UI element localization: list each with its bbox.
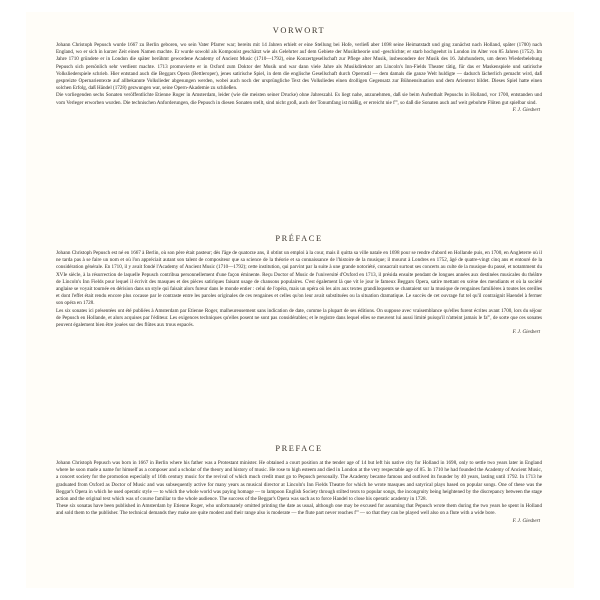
section-title-preface-fr: PRÉFACE xyxy=(275,234,323,243)
section-english xyxy=(56,444,542,525)
section-title-preface-en: PREFACE xyxy=(275,444,323,453)
section-title-vorwort: VORWORT xyxy=(272,26,326,35)
paragraph: Les six sonates ici présentées ont été publiées à Amsterdam par Etienne Roger, malheureusement sans indication de date, comme la plupart de ses éditions. On suppose avec vraisemblance qu'elles furent écrites avant 1700, lors du séjour de Pepusch en Hollande, et alors acquises par l'éditeur. Les exigences techniques qu'elles posent ne sont pas considérables; et le registre dans lequel elles se meuvent lui aussi limité puisqu'il n'atteint jamais le fa''', de sorte que ces sonates peuvent également bien être jouées sur des flûtes aux trous espacés. xyxy=(56,307,542,329)
document-page xyxy=(26,12,574,588)
section-french xyxy=(56,234,542,336)
signature: F. J. Giesbert xyxy=(512,106,540,113)
paragraph: Johann Christoph Pepusch was born in 1667 in Berlin where his father was a Protestant minister. He obtained a court position at the tender age of 14 but left his native city for Holland in 1698, only to settle two years later in England where he soon made a name for himself as a composer and a scholar of the theory and history of music. He rose to high esteem and died in London at the very respectable age of 85. In 1710 he had founded the Academy of Ancient Music, a concert society for the promotion especially of 16th century music for the revival of which much credit must go to Pepusch personally. The Academy became famous and outlived its founder by 40 years, lasting until 1792. In 1713 he graduated from Oxford as Doctor of Music and was subsequently active for many years as musical director at Lincoln's Inn Fields Theatre for which he wrote masques and satyrical plays based on popular songs. One of these was the Beggar's Opera in which he used operatic style — to which the whole world was paying homage — to lampoon English Society through stilted texts to popular songs, the incongruity being heightened by the discrepancy between the stage action and the original text which was of course familiar to the whole audience. The success of the Beggar's Opera was such as to force Handel to close his operatic academy in 1728. xyxy=(56,460,542,503)
paragraph: Johann Christoph Pepusch wurde 1667 zu Berlin geboren, wo sein Vater Pfarrer war; bereits mit 14 Jahren erhielt er eine Stellung bei Hofe, verließ aber 1698 seine Heimatstadt und ging zunächst nach Holland, später (1700) nach England, wo er sich in kurzer Zeit einen Namen machte. Er wurde sowohl als Komponist geschätzt wie als Gelehrter auf dem Gebiete der Musiktheorie und -geschichte; er starb hochgeehrt in London im Alter von 85 Jahren (1752). Im Jahre 1710 gründete er in London die später berühmt gewordene Academy of Ancient Music (1710—1792), eine Konzertgesellschaft zur Pflege alter Musik, insbesondere der Musik des 16. Jahrhunderts, um deren Wiederbelebung Pepusch sich persönlich sehr verdient machte. 1713 promovierte er in Oxford zum Doktor der Musik und war dann viele Jahre als Musikdirektor am Lincoln's Inn-Fields Theater tätig, für das er Maskenspiele und satirische Volksliederspiele schrieb. Hier entstand auch die Beggars Opera (Bettleroper), jenes satirische Spiel, in dem die englische Gesellschaft durch Opernstil — dem damals die ganze Welt huldigte — dadurch lächerlich gemacht wird, daß gespreizte Opernarientexte auf allbekannte Volkslieder abgesungen werden, wobei auch noch der ursprüngliche Text des Volksliedes einen drolligen Gegensatz zur Bühnensituation und dem Arientext bildet. Dieses Spiel hatte einen solchen Erfolg, daß Händel (1728) gezwungen war, seine Opern-Akademie zu schließen. xyxy=(56,42,542,92)
section-german xyxy=(56,26,542,114)
section-body xyxy=(56,460,542,518)
signature: F. J. Giesbert xyxy=(512,517,540,524)
signature: F. J. Giesbert xyxy=(512,329,540,336)
paragraph: These six sonatas have been published in Amsterdam by Etienne Roger, who unfortunately omitted printing the date as usual, although one may be excused for assuming that Pepusch wrote them during the two years he spent in Holland and sold them to the publisher. The technical demands they make are quite modest and their range also is moderate — the flute part never reaches f''' — so that they can be played well also on a flute with a wide bore. xyxy=(56,503,542,517)
paragraph: Die vorliegenden sechs Sonaten veröffentlichte Etienne Roger in Amsterdam, leider (wie die meisten seiner Drucke) ohne Jahreszahl. Es liegt nahe, anzunehmen, daß sie beim Aufenthalt Pepuschs in Holland, vor 1700, entstanden und vom Verleger erworben wurden. Die technischen Anforderungen, die Pepusch in diesen Sonaten stellt, sind nicht groß, auch der Tonumfang ist mäßig, er erreicht nie f''', so daß die Sonaten auch auf weit gebohrte Flöten gut spielbar sind. xyxy=(56,92,542,106)
section-body xyxy=(56,250,542,329)
section-body xyxy=(56,42,542,107)
paragraph: Johann Christoph Pepusch est né en 1667 à Berlin, où son père était pasteur; dès l'âge de quatorze ans, il obtint un emploi à la cour, mais il quitta sa ville natale en 1698 pour se rendre d'abord en Hollande puis, en 1700, en Angleterre où il ne tarda pas à se faire un nom et où l'on appréciait autant son talent de compositeur que sa science de la théorie et sa connaissance de l'histoire de la musique; il mourut à Londres en 1752, âgé de quatre-vingt cinq ans et entouré de la considération générale. En 1710, il y avait fondé l'Academy of Ancient Music (1710—1792); cette institution, qui parvint par la suite à une grande notoriété, consacrait surtout ses concerts au culte de la musique du passé, et notamment du XVIe siècle, à la résurrection de laquelle Pepusch contribua personnellement d'une façon éminente. Reçu Doctor of Music de l'université d'Oxford en 1713, il présida ensuite pendant de longues années aux destinées musicales du théâtre de Lincoln's Inn Fields pour lequel il écrivit des masques et des pièces satiriques faisant usage de chansons populaires. C'est également là que vit le jour le fameux Beggars Opera, satire mettant en scène des mendiants et où la société anglaise se voyait tournée en dérision dans un style qui faisait alors fureur dans le monde entier : celui de l'opéra, mais un opéra où les airs aux textes grandiloquents se chantaient sur la musique de rengaines familières à toutes les oreilles et dont l'effet était rendu encore plus cocasse par le contraste entre les paroles originales de ces rengaines et celles qu'on leur avait substituées ou la situation dramatique. Le succès de cet ouvrage fut tel qu'il contraignit Haendel à fermer son opéra en 1728. xyxy=(56,250,542,307)
